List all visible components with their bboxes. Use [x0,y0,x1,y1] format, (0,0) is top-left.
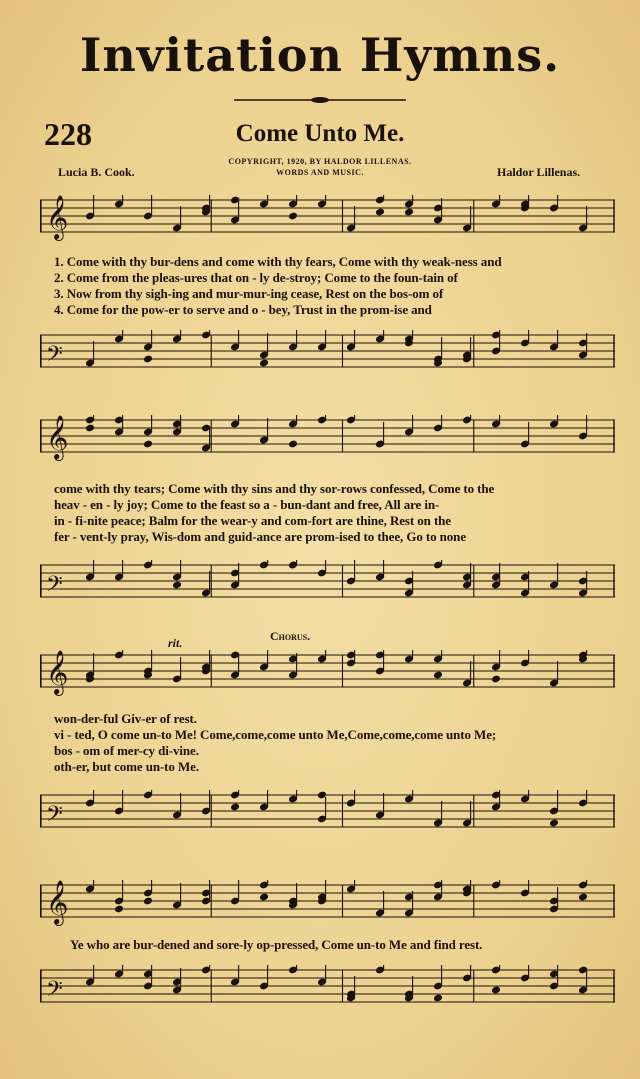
svg-text:𝄢: 𝄢 [46,342,63,372]
lyric-line-verse2: vi - ted, O come un-to Me! Come,come,come unto Me,Come,come,come unto Me; [54,727,497,742]
lyric-line-refrain: Ye who are bur-dened and sore-ly op-pressed, Come un-to Me and find rest. [70,937,483,952]
treble-staff [40,415,615,465]
lyricist-credit: Lucia B. Cook. [58,165,135,179]
svg-text:𝄢: 𝄢 [46,802,63,832]
bass-staff [40,965,615,1015]
lyric-line-verse4: oth-er, but come un-to Me. [54,759,199,774]
treble-staff [40,650,615,700]
ritardando-mark: rit. [168,636,183,650]
svg-text:𝄢: 𝄢 [46,572,63,602]
bass-staff [40,560,615,610]
treble-staff [40,195,615,245]
lyric-line-verse3: in - fi-nite peace; Balm for the wear-y and com-fort are thine, Rest on the [54,513,451,528]
lyric-line-verse1: 1. Come with thy bur-dens and come with thy fears, Come with thy weak-ness and [54,254,502,269]
svg-text:𝄞: 𝄞 [46,650,69,694]
bass-staff [40,790,615,840]
lyric-line-verse1: come with thy tears; Come with thy sins and thy sor-rows confessed, Come to the [54,481,495,496]
lyric-line-verse2: 2. Come from the pleas-ures that on - ly de-stroy; Come to the foun-tain of [54,270,458,285]
svg-text:𝄞: 𝄞 [46,415,69,459]
svg-text:𝄞: 𝄞 [46,880,69,924]
copyright-line-2: WORDS AND MUSIC. [276,168,364,177]
chorus-label: Chorus. [270,629,311,643]
copyright-line: COPYRIGHT, 1920, BY HALDOR LILLENAS. [228,157,412,166]
section-title: Invitation Hymns. [79,28,561,82]
svg-text:𝄢: 𝄢 [46,977,63,1007]
hymn-title: Come Unto Me. [235,120,405,147]
svg-text:𝄞: 𝄞 [46,195,69,239]
lyric-line-verse3: bos - om of mer-cy di-vine. [54,743,199,758]
hymn-number: 228 [44,116,92,152]
lyric-line-verse4: 4. Come for the pow-er to serve and o - bey, Trust in the prom-ise and [54,302,432,317]
treble-staff [40,880,615,930]
composer-credit: Haldor Lillenas. [497,165,581,179]
ornamental-rule [234,97,406,103]
lyric-line-verse3: 3. Now from thy sigh-ing and mur-mur-ing cease, Rest on the bos-om of [54,286,444,301]
bass-staff [40,330,615,380]
lyric-line-verse1: won-der-ful Giv-er of rest. [54,711,197,726]
lyric-line-verse4: fer - vent-ly pray, Wis-dom and guid-ance are prom-ised to thee, Go to none [54,529,466,544]
lyric-line-verse2: heav - en - ly joy; Come to the feast so a - bun-dant and free, All are in- [54,497,440,512]
